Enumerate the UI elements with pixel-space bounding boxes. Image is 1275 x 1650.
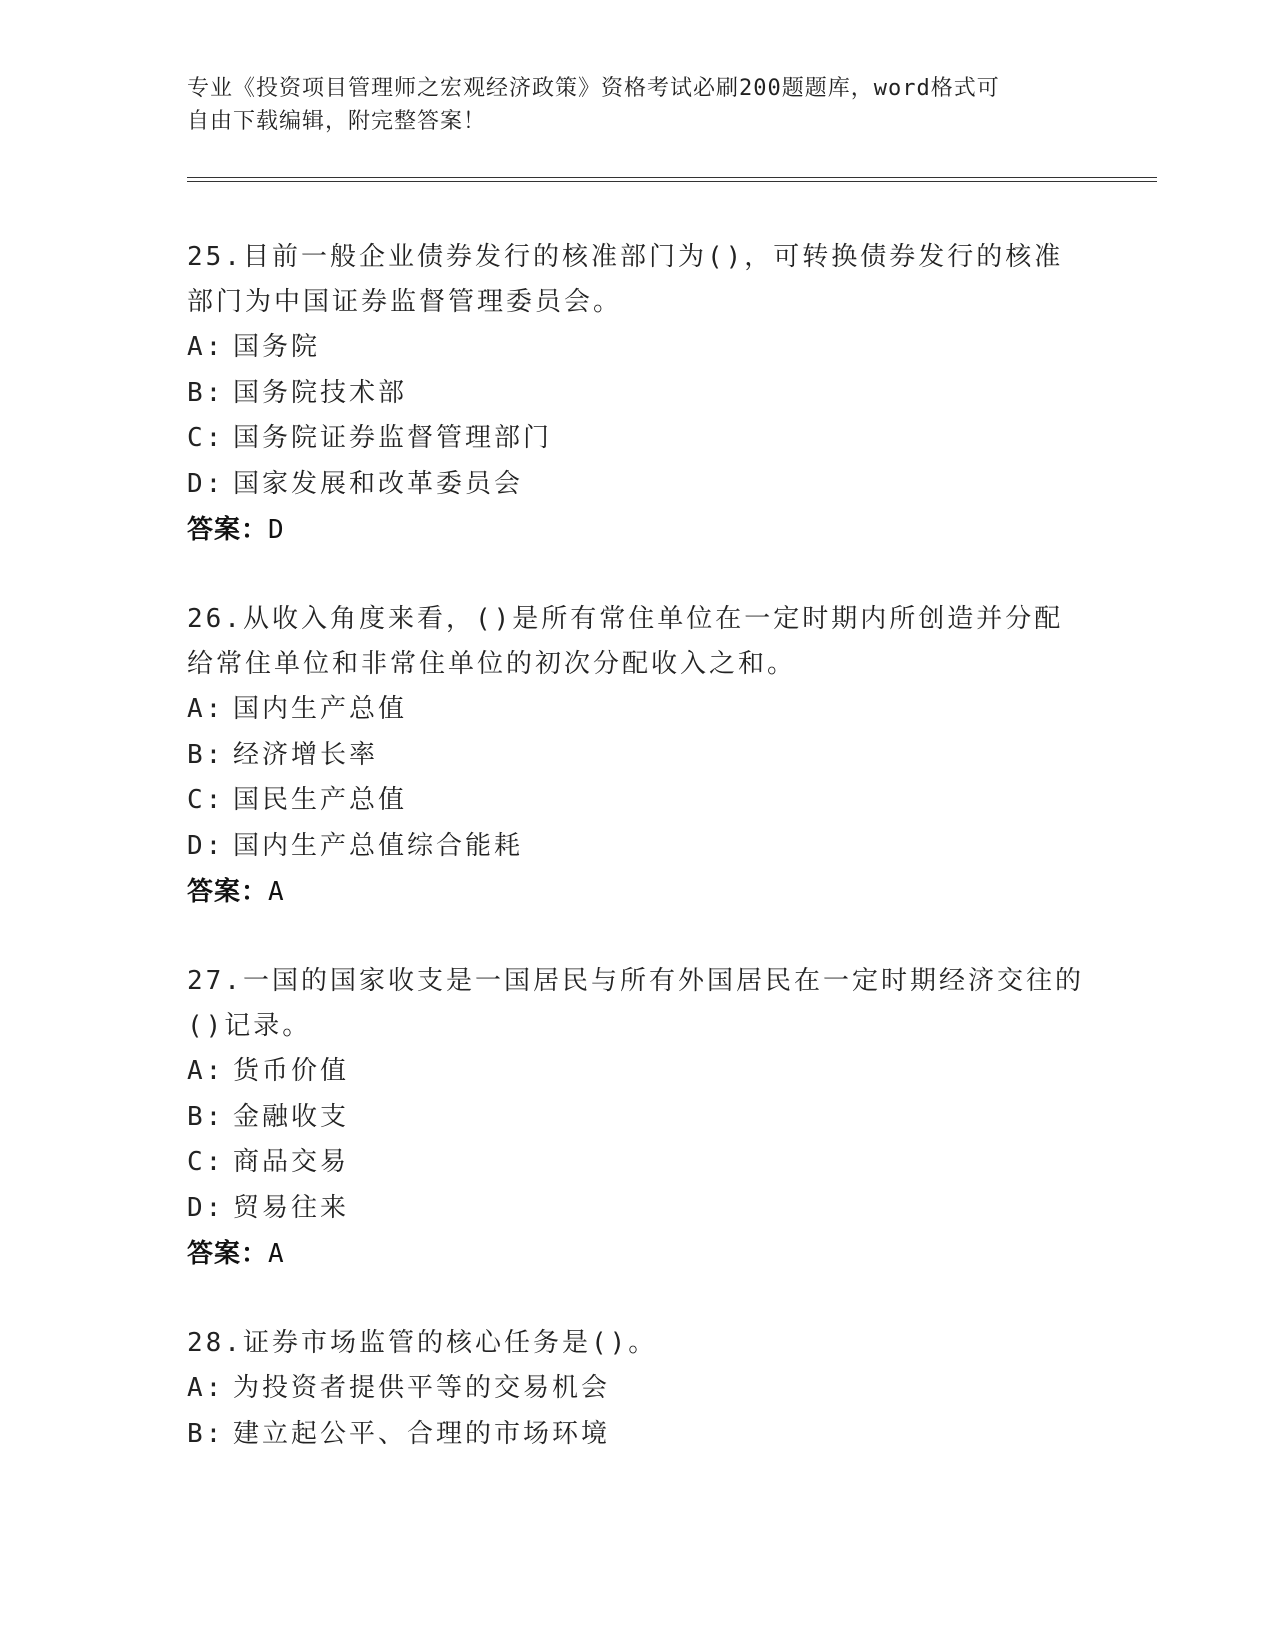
option-key: C: [187, 1147, 225, 1177]
option-text: 国民生产总值 [233, 785, 408, 815]
option-key: A: [187, 332, 225, 362]
option-a [187, 1366, 1087, 1412]
option-key: A: [187, 1373, 225, 1403]
question-stem: 25.目前一般企业债券发行的核准部门为()，可转换债券发行的核准部门为中国证券监督管理委员会。 [187, 242, 1064, 317]
option-list [187, 687, 1087, 869]
option-a [187, 687, 1087, 733]
answer-line [187, 507, 1087, 553]
option-key: B: [187, 1101, 225, 1132]
answer-value: D [268, 515, 285, 545]
answer-value: A [268, 1239, 285, 1269]
option-list [187, 1049, 1087, 1231]
question-list [187, 235, 1087, 1501]
option-key: B: [187, 739, 225, 770]
option-text: 建立起公平、合理的市场环境 [233, 1418, 611, 1449]
question-28 [187, 1321, 1087, 1457]
option-text: 为投资者提供平等的交易机会 [233, 1373, 611, 1403]
header-double-rule [187, 177, 1157, 182]
option-text: 国家发展和改革委员会 [233, 468, 524, 499]
option-key: C: [187, 785, 225, 815]
option-key: D: [187, 1192, 225, 1223]
option-text: 货币价值 [233, 1056, 350, 1086]
option-key: B: [187, 1418, 225, 1449]
answer-label: 答案： [187, 515, 269, 545]
option-d [187, 462, 1087, 508]
option-key: B: [187, 377, 225, 408]
answer-line [187, 1231, 1087, 1277]
option-key: C: [187, 423, 225, 453]
option-list [187, 325, 1087, 507]
option-b [187, 1412, 1087, 1458]
option-c [187, 1140, 1087, 1186]
question-stem: 26.从收入角度来看，()是所有常住单位在一定时期内所创造并分配给常住单位和非常住单位的初次分配收入之和。 [187, 604, 1064, 679]
option-key: D: [187, 830, 225, 861]
option-d [187, 824, 1087, 870]
option-b [187, 371, 1087, 417]
option-text: 贸易往来 [233, 1192, 350, 1223]
answer-line [187, 869, 1087, 915]
question-stem: 27.一国的国家收支是一国居民与所有外国居民在一定时期经济交往的()记录。 [187, 966, 1084, 1041]
option-list [187, 1366, 1087, 1457]
document-header [187, 72, 1067, 138]
option-text: 国务院技术部 [233, 377, 408, 408]
option-b [187, 733, 1087, 779]
option-text: 国内生产总值综合能耗 [233, 830, 524, 861]
answer-value: A [268, 877, 285, 907]
option-d [187, 1186, 1087, 1232]
option-text: 国内生产总值 [233, 694, 408, 724]
option-text: 国务院 [233, 332, 321, 362]
option-key: D: [187, 468, 225, 499]
option-key: A: [187, 1056, 225, 1086]
question-25 [187, 235, 1087, 553]
option-b [187, 1095, 1087, 1141]
header-line-1: 专业《投资项目管理师之宏观经济政策》资格考试必刷200题题库，word格式可 [187, 76, 1000, 101]
option-a [187, 1049, 1087, 1095]
header-line-2: 自由下载编辑，附完整答案！ [187, 109, 487, 134]
option-text: 国务院证券监督管理部门 [233, 423, 553, 453]
answer-label: 答案： [187, 877, 269, 907]
option-c [187, 778, 1087, 824]
question-26 [187, 597, 1087, 915]
option-a [187, 325, 1087, 371]
question-27 [187, 959, 1087, 1277]
option-text: 金融收支 [233, 1101, 350, 1132]
option-text: 商品交易 [233, 1147, 350, 1177]
option-c [187, 416, 1087, 462]
option-key: A: [187, 694, 225, 724]
option-text: 经济增长率 [233, 739, 379, 770]
question-stem: 28.证券市场监管的核心任务是()。 [187, 1328, 658, 1358]
answer-label: 答案： [187, 1239, 269, 1269]
